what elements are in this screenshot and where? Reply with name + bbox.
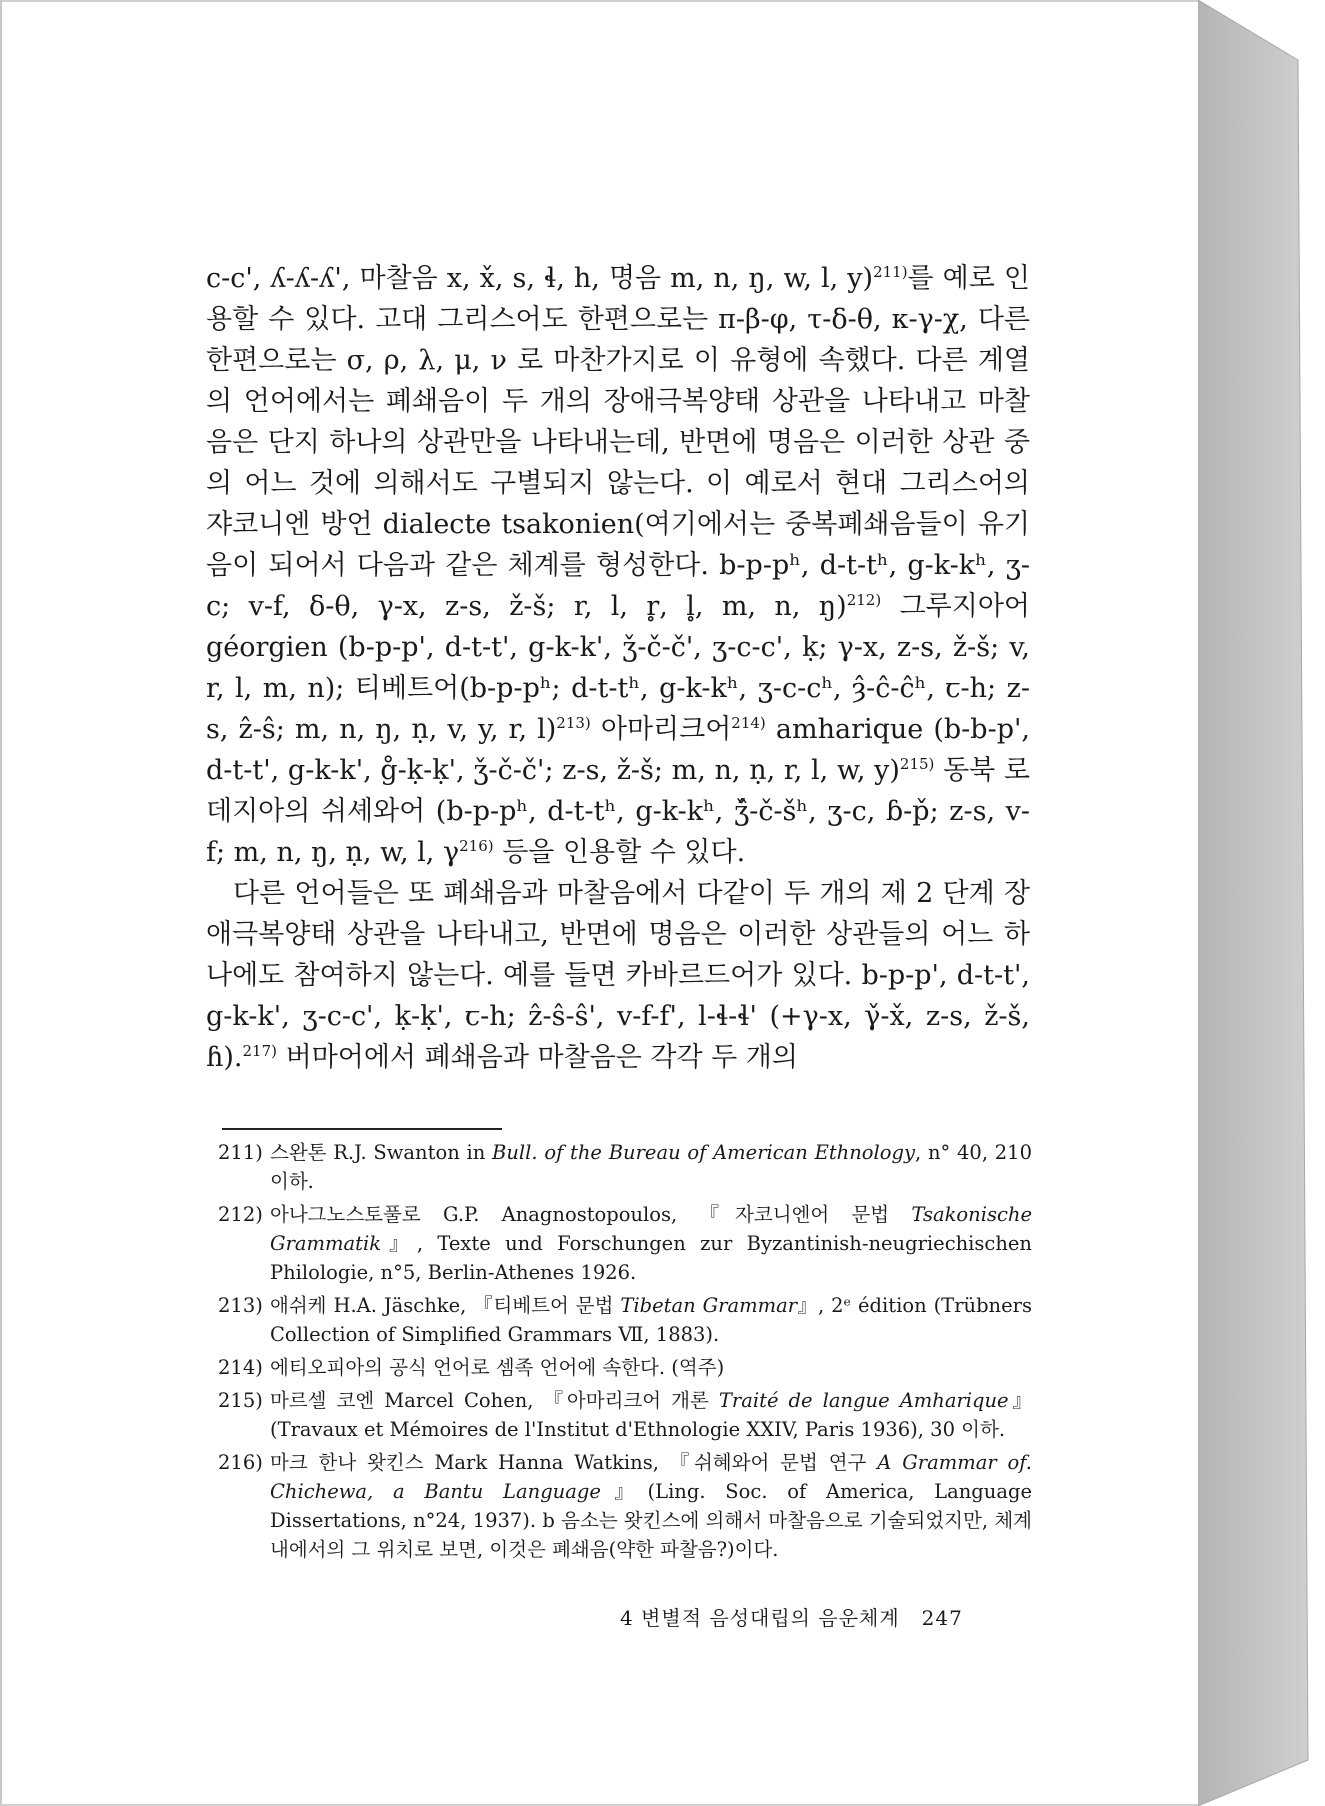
footnote-number: 213): [218, 1294, 263, 1317]
text-run: 그루지아어 géorgien (b-p-p', d-t-t', g-k-k', ǯ-č-č', ʒ-c-c', ḳ; γ-x, z-s, ž-š; v, r, l, m, n); 티베트어(b-p-pʰ; d-t-tʰ, g-k-kʰ, ʒ-c-cʰ, ȝ̂-ĉ-ĉʰ, ꞇ-h; z-s, ẑ-ŝ; m, n, ŋ, ṇ, v, y, r, l): [206, 591, 1030, 745]
footnote-216: [218, 1448, 1032, 1564]
paragraph-1: [206, 258, 1030, 873]
text-run: amharique (b-b-p', d-t-t', g-k-k', g̊-ḳ-ḳ', ǯ-č-č'; z-s, ž-š; m, n, ṇ, r, l, w, y): [206, 714, 1030, 786]
footnote-text-run: 』 (Travaux et Mémoires de l'Institut d'Ethnologie XXIV, Paris 1936), 30 이하.: [270, 1389, 1032, 1441]
footnote-number: 212): [218, 1203, 263, 1226]
text-run: c-c', ʎ-ʎ-ʎ', 마찰음 x, x̌, s, ɬ, h, 명음 m, n, ŋ, w, l, y): [206, 263, 874, 294]
footnote-number: 216): [218, 1451, 263, 1474]
footnote-number: 211): [218, 1141, 263, 1164]
footnote-title: Bull. of the Bureau of American Ethnology: [492, 1141, 916, 1164]
footnote-214: [218, 1353, 1032, 1382]
footnote-text-run: 마크 한나 왓킨스 Mark Hanna Watkins, 『쉬혜와어 문법 연구: [270, 1451, 878, 1474]
footnote-title: A Grammar of. Chichewa, a Bantu Language: [270, 1451, 1032, 1503]
footnote-text: [270, 1353, 1032, 1382]
footnote-text: [270, 1138, 1032, 1196]
footnote-ref-211[interactable]: 211): [873, 263, 908, 281]
footnote-text: [270, 1200, 1032, 1287]
footnote-text-run: 』(Ling. Soc. of America, Language Dissertations, n°24, 1937). b 음소는 왓킨스에 의해서 마찰음으로 기술되었지만, 체계내에서의 그 위치로 보면, 이것은 폐쇄음(약한 파찰음?)이다.: [270, 1480, 1032, 1561]
footnote-215: [218, 1386, 1032, 1444]
book-edge-shape: [1198, 0, 1316, 1806]
paragraph-2: [206, 873, 1030, 1078]
footnote-text-run: 』, Texte und Forschungen zur Byzantinish-neugriechischen Philologie, n°5, Berlin-Athenes 1926.: [270, 1232, 1032, 1284]
footnote-ref-214[interactable]: 214): [731, 714, 766, 732]
footnote-ref-215[interactable]: 215): [899, 755, 935, 773]
footnote-text: [270, 1291, 1032, 1349]
text-run: 다른 언어들은 또 폐쇄음과 마찰음에서 다같이 두 개의 제 2 단계 장애극복양태 상관을 나타내고, 반면에 명음은 이러한 상관들의 어느 하나에도 참여하지 않는다. 예를 들면 카바르드어가 있다. b-p-p', d-t-t', g-k-k', ʒ-c-c', ḳ-ḳ', ꞇ-h; ẑ-ŝ-ŝ', v-f-f', l-ɬ-ɬ' (+γ-x, γ̌-x̌, z-s, ž-š, ɦ).: [206, 878, 1030, 1073]
footnote-ref-213[interactable]: 213): [556, 714, 591, 732]
footnote-211: [218, 1138, 1032, 1196]
footnote-number: 214): [218, 1356, 263, 1379]
footnote-ref-216[interactable]: 216): [459, 837, 494, 855]
footnote-text-run: 스완톤 R.J. Swanton in: [270, 1141, 493, 1164]
text-run: 를 예로 인용할 수 있다. 고대 그리스어도 한편으로는 π-β-φ, τ-δ-θ, κ-γ-χ, 다른 한편으로는 σ, ρ, λ, μ, ν 로 마찬가지로 이 유형에 속했다. 다른 계열의 언어에서는 폐쇄음이 두 개의 장애극복양태 상관을 나타내고 마찰음은 단지 하나의 상관만을 나타내는데, 반면에 명음은 이러한 상관 중의 어느 것에 의해서도 구별되지 않는다. 이 예로서 현대 그리스어의 쟈코니엔 방언 dialecte tsakonien(여기에서는 중복폐쇄음들이 유기음이 되어서 다음과 같은 체계를 형성한다. b-p-pʰ, d-t-tʰ, g-k-kʰ, ʒ-c; v-f, δ-θ, γ-x, z-s, ž-š; r, l, r̥, l̥, m, n, ŋ): [206, 263, 1030, 622]
text-run: 동북 로데지아의 쉬셰와어 (b-p-pʰ, d-t-tʰ, g-k-kʰ, ǯ̂-č-šʰ, ʒ-c, ɓ-p̌; z-s, v-f; m, n, ŋ, ṇ, w, l, γ: [206, 755, 1030, 868]
footnote-text-run: 마르셀 코엔 Marcel Cohen, 『아마리크어 개론: [270, 1389, 719, 1412]
page-number: 247: [921, 1606, 963, 1630]
chapter-title: 4 변별적 음성대립의 음운체계: [620, 1606, 900, 1630]
footnote-text: [270, 1448, 1032, 1564]
footnote-ref-212[interactable]: 212): [846, 591, 882, 609]
footnote-rule: [222, 1128, 502, 1130]
footnote-text-run: 』, 2ᵉ édition (Trübners Collection of Simplified Grammars Ⅶ, 1883).: [270, 1294, 1032, 1346]
footnote-text-run: 에티오피아의 공식 언어로 셈족 언어에 속한다. (역주): [270, 1356, 725, 1379]
book-edge: [1198, 0, 1316, 1806]
footnote-text-run: 아나그노스토풀로 G.P. Anagnostopoulos, 『자코니엔어 문법: [270, 1203, 912, 1226]
footnote-text-run: 애쉬케 H.A. Jäschke, 『티베트어 문법: [270, 1294, 621, 1317]
footnote-ref-217[interactable]: 217): [242, 1042, 277, 1060]
text-run: 아마리크어: [590, 714, 732, 745]
running-footer: [620, 1602, 963, 1631]
main-text: [206, 258, 1030, 1078]
footnotes: [218, 1138, 1032, 1568]
footnote-title: Traité de langue Amharique: [718, 1389, 1009, 1412]
footnote-number: 215): [218, 1389, 263, 1412]
footnote-title: Tsakonische Grammatik: [270, 1203, 1032, 1255]
footnote-text-run: , n° 40, 210 이하.: [270, 1141, 1032, 1193]
footnote-text: [270, 1386, 1032, 1444]
footnote-213: [218, 1291, 1032, 1349]
footnote-title: Tibetan Grammar: [620, 1294, 798, 1317]
text-run: 등을 인용할 수 있다.: [493, 837, 746, 868]
text-run: 버마어에서 폐쇄음과 마찰음은 각각 두 개의: [277, 1042, 798, 1073]
footnote-212: [218, 1200, 1032, 1287]
